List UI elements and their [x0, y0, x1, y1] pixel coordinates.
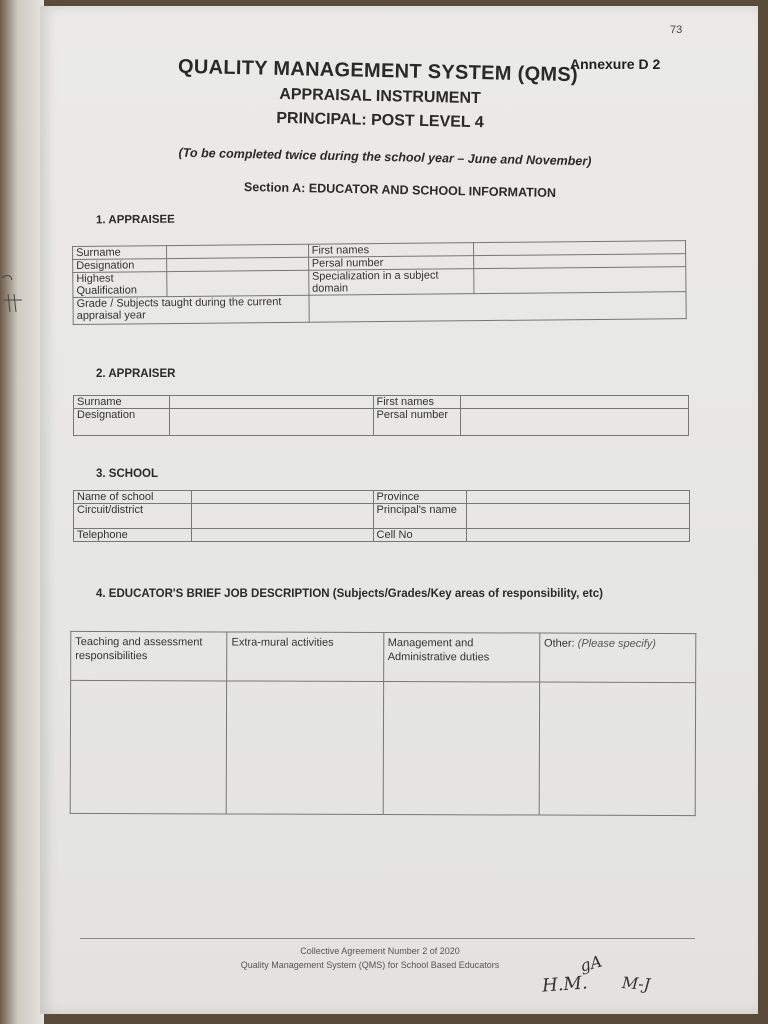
- appraisee-first-names-label: First names: [308, 243, 474, 258]
- appraisee-specialization-label: Specialization in a subject domain: [308, 269, 474, 296]
- appraiser-designation-field[interactable]: [169, 409, 373, 436]
- footer-agreement: Collective Agreement Number 2 of 2020: [300, 946, 460, 956]
- footer-qms-title: Quality Management System (QMS) for School Based Educators: [240, 960, 500, 970]
- appraisee-qualification-label: Highest Qualification: [73, 272, 167, 298]
- job-description-heading: 4. EDUCATOR'S BRIEF JOB DESCRIPTION (Subjects/Grades/Key areas of responsibility, etc): [96, 588, 603, 600]
- document-title: QUALITY MANAGEMENT SYSTEM (QMS): [177, 55, 579, 87]
- appraiser-table: [73, 395, 689, 436]
- previous-page-marks: [0, 270, 30, 330]
- job-col-management: Management and Administrative duties: [383, 633, 539, 683]
- appraisee-surname-label: Surname: [73, 246, 167, 260]
- job-management-field[interactable]: [383, 682, 540, 816]
- job-description-table: [70, 631, 697, 816]
- school-cell-label: Cell No: [373, 529, 467, 542]
- school-table: [73, 490, 690, 542]
- school-circuit-label: Circuit/district: [74, 504, 192, 529]
- handwritten-mj: M-J: [621, 973, 651, 994]
- appraisee-qualification-field[interactable]: [167, 270, 309, 296]
- school-province-field[interactable]: [467, 491, 690, 504]
- appraiser-persal-field[interactable]: [461, 409, 689, 436]
- page-number: 73: [670, 24, 683, 36]
- school-province-label: Province: [373, 491, 467, 504]
- appraiser-first-names-field[interactable]: [461, 396, 689, 409]
- appraisee-table: [72, 240, 687, 325]
- appraisee-designation-label: Designation: [73, 259, 167, 273]
- school-circuit-field[interactable]: [191, 504, 373, 529]
- appraiser-first-names-label: First names: [373, 396, 461, 409]
- school-cell-field[interactable]: [467, 529, 690, 542]
- school-telephone-label: Telephone: [74, 529, 192, 542]
- job-col-teaching: Teaching and assessment responsibilities: [71, 631, 227, 681]
- annexure-label: Annexure D 2: [570, 56, 661, 72]
- school-principal-name-label: Principal's name: [373, 504, 467, 529]
- appraiser-surname-field[interactable]: [169, 396, 373, 409]
- appraisee-specialization-field[interactable]: [474, 267, 686, 294]
- pen-mark-icon: [0, 270, 30, 330]
- school-telephone-field[interactable]: [191, 529, 373, 542]
- appraiser-persal-label: Persal number: [373, 409, 461, 436]
- job-col-other: [539, 633, 695, 683]
- document-page: [40, 6, 758, 1014]
- school-name-label: Name of school: [74, 491, 192, 504]
- appraiser-heading: 2. APPRAISER: [96, 368, 176, 380]
- job-col-extramural: Extra-mural activities: [227, 632, 383, 682]
- appraiser-surname-label: Surname: [74, 396, 170, 409]
- job-col-other-note: (Please specify): [577, 637, 656, 650]
- job-col-other-label: Other:: [544, 637, 575, 650]
- footer-divider: [80, 938, 695, 939]
- handwritten-hm: H.M.: [541, 972, 589, 997]
- completion-instruction: (To be completed twice during the school year – June and November): [178, 145, 592, 169]
- appraisee-persal-label: Persal number: [308, 256, 474, 271]
- appraisee-grade-subjects-label: Grade / Subjects taught during the current appraisal year: [73, 295, 309, 324]
- document-post-level: PRINCIPAL: POST LEVEL 4: [276, 109, 484, 132]
- school-principal-name-field[interactable]: [467, 504, 690, 529]
- document-subtitle: APPRAISAL INSTRUMENT: [279, 85, 481, 108]
- job-extramural-field[interactable]: [226, 681, 383, 815]
- handwritten-initials: gA: [577, 951, 604, 976]
- book-binding: [0, 0, 44, 1024]
- job-other-field[interactable]: [539, 682, 696, 816]
- job-teaching-field[interactable]: [70, 680, 227, 814]
- section-a-heading: Section A: EDUCATOR AND SCHOOL INFORMATION: [243, 180, 557, 200]
- school-name-field[interactable]: [191, 491, 373, 504]
- school-heading: 3. SCHOOL: [96, 468, 158, 480]
- appraiser-designation-label: Designation: [74, 409, 170, 436]
- appraisee-grade-subjects-field[interactable]: [309, 292, 687, 323]
- appraisee-heading: 1. APPRAISEE: [95, 213, 175, 227]
